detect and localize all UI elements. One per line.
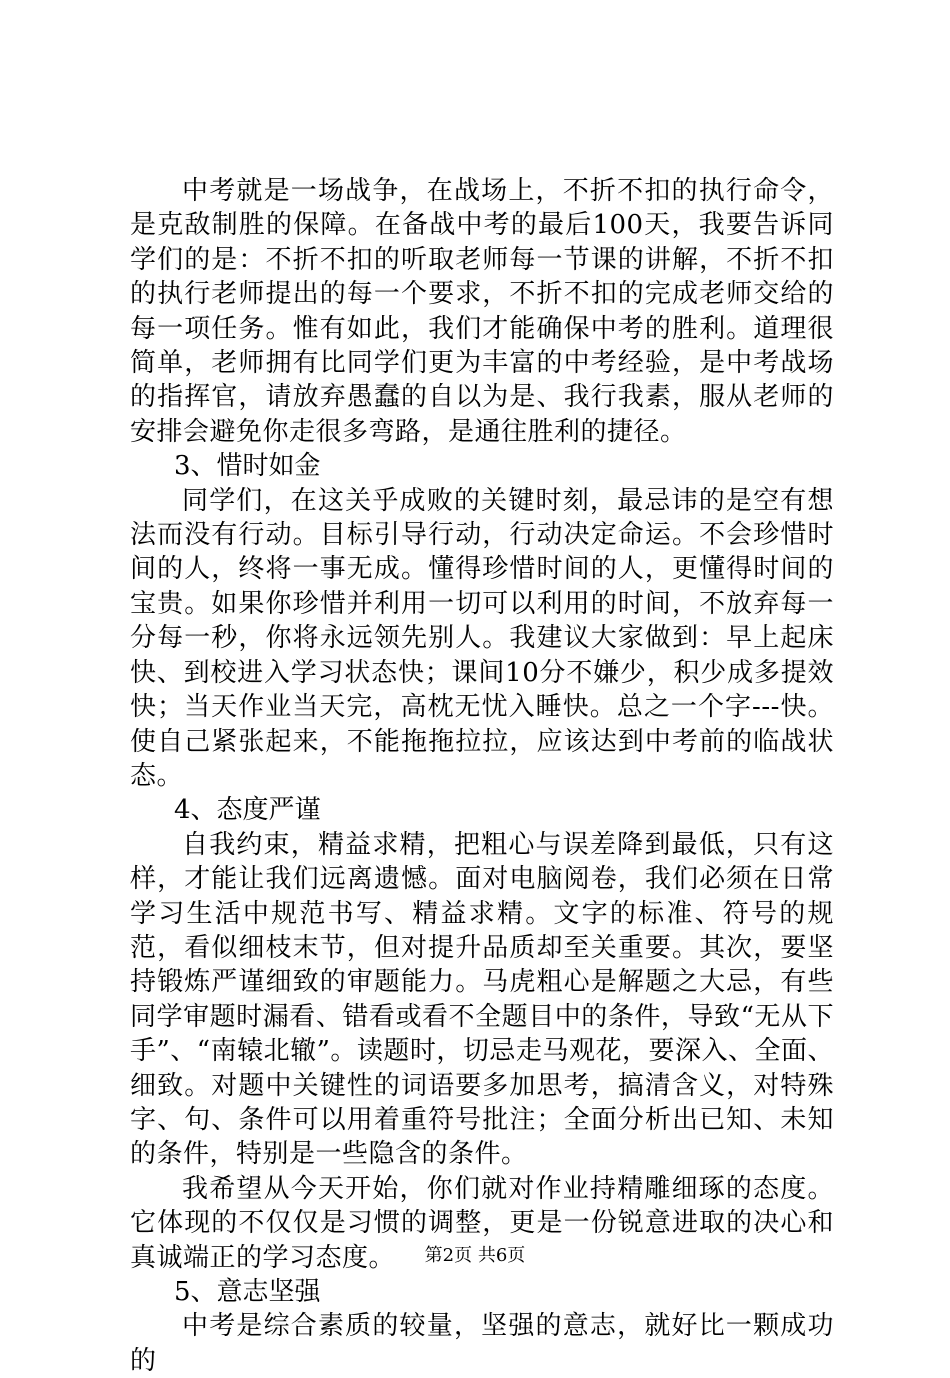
section-heading-strong-will: 5、意志坚强 [174, 1277, 321, 1307]
paragraph-obey-teachers: 中考就是一场战争，在战场上，不折不扣的执行命令，是克敌制胜的保障。在备战中考的最后100天，我要告诉同学们的是：不折不扣的听取老师每一节课的讲解，不折不扣的执行老师提出的每一个要求，不折不扣的完成老师交给的每一项任务。惟有如此，我们才能确保中考的胜利。道理很简单，老师拥有比同学们更为丰富的中考经验，是中考战场的指挥官，请放弃愚蠢的自以为是、我行我素，服从老师的安排会避免你走很多弯路，是通往胜利的捷径。 [130, 176, 834, 447]
section-heading-rigorous-attitude: 4、态度严谨 [174, 795, 321, 826]
paragraph-cherish-time: 同学们，在这关乎成败的关键时刻，最忌讳的是空有想法而没有行动。目标引导行动，行动决定命运。不会珍惜时间的人，终将一事无成。懂得珍惜时间的人，更懂得时间的宝贵。如果你珍惜并利用一切可以利用的时间，不放弃每一分每一秒，你将永远领先别人。我建议大家做到：早上起床快、到校进入学习状态快；课间10分不嫌少，积少成多提效快；当天作业当天完，高枕无忧入睡快。总之一个字---快。使自己紧张起来，不能拖拖拉拉，应该达到中考前的临战状态。 [130, 485, 834, 791]
document-body [130, 174, 834, 1378]
paragraph-strong-will: 中考是综合素质的较量，坚强的意志，就好比一颗成功的 [130, 1311, 834, 1376]
paragraph-homework-attitude: 我希望从今天开始，你们就对作业持精雕细琢的态度。它体现的不仅仅是习惯的调整，更是一份锐意进取的决心和真诚端正的学习态度。 [130, 1173, 834, 1273]
paragraph-rigorous-attitude: 自我约束，精益求精，把粗心与误差降到最低，只有这样，才能让我们远离遗憾。面对电脑阅卷，我们必须在日常学习生活中规范书写、精益求精。文字的标准、符号的规范，看似细枝末节，但对提升品质却至关重要。其次，要坚持锻炼严谨细致的审题能力。马虎粗心是解题之大忌，有些同学审题时漏看、错看或看不全题目中的条件，导致“无从下手”、“南辕北辙”。读题时，切忌走马观花，要深入、全面、细致。对题中关键性的词语要多加思考，搞清含义，对特殊字、句、条件可以用着重符号批注；全面分析出已知、未知的条件，特别是一些隐含的条件。 [130, 829, 834, 1170]
page-footer: 第2页 共6页 [424, 1245, 526, 1266]
section-heading-cherish-time: 3、惜时如金 [174, 451, 321, 482]
